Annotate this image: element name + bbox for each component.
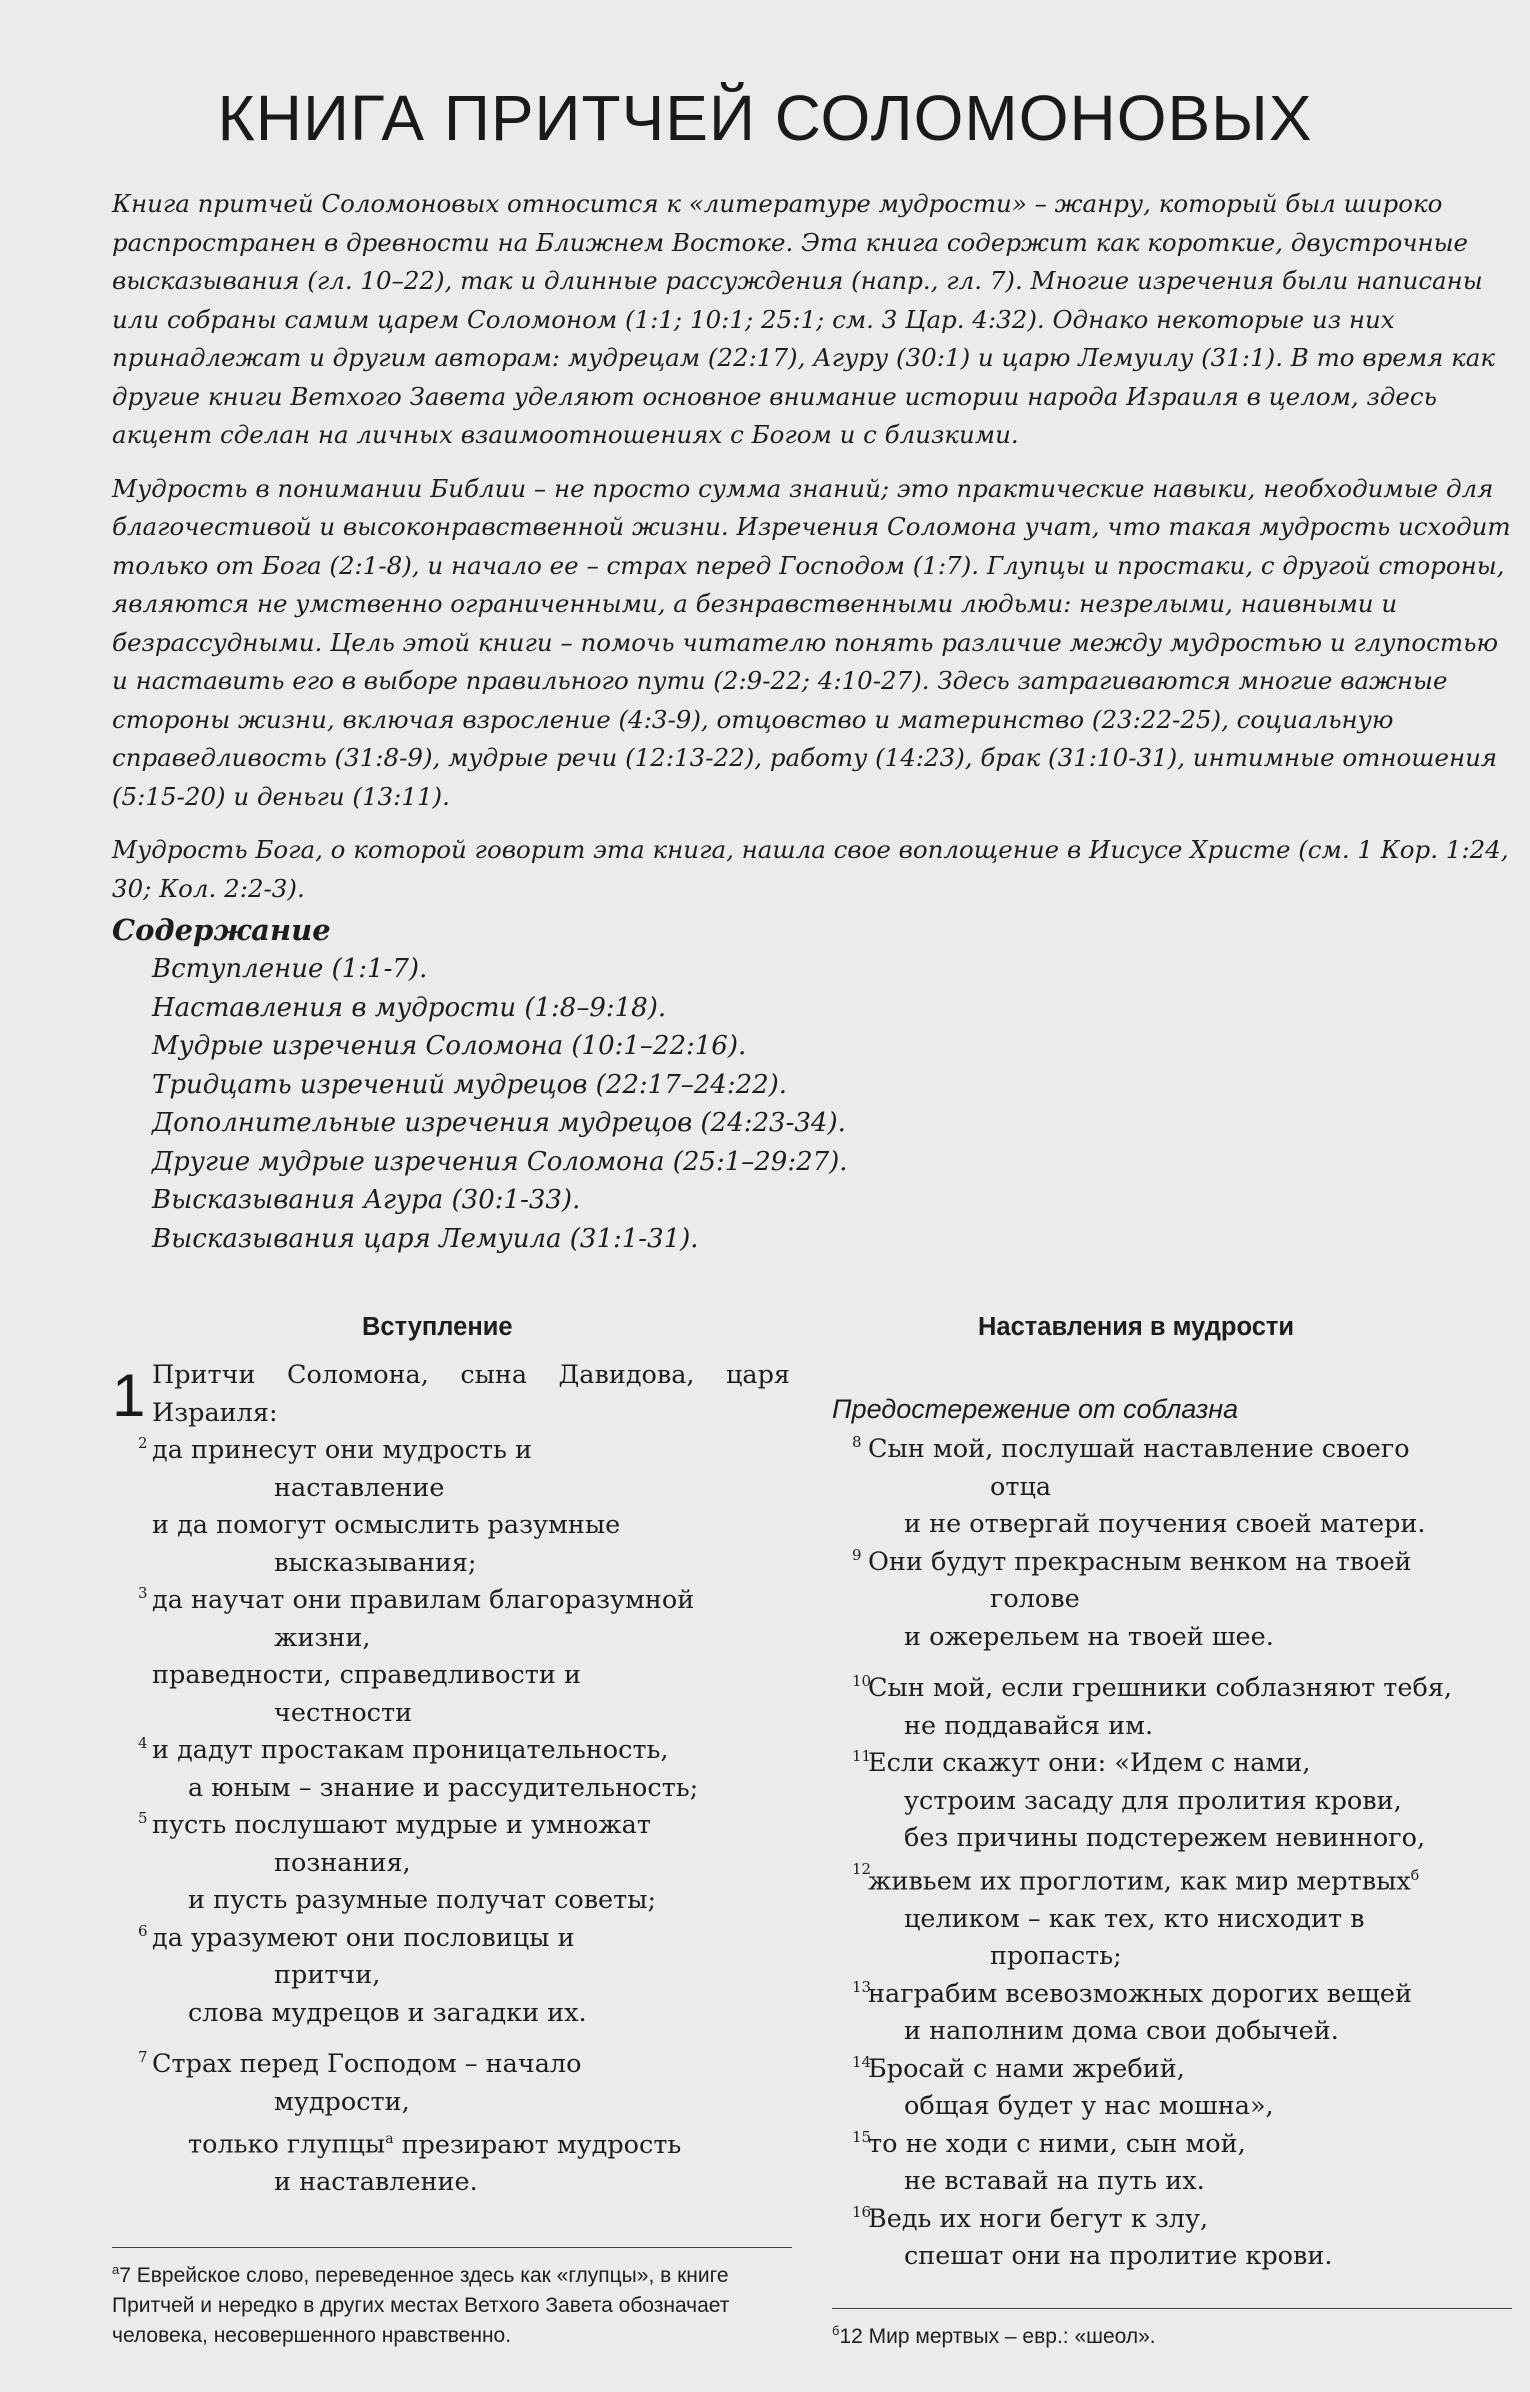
- verse-line: Они будут прекрасным венком на твоей: [868, 1546, 1412, 1577]
- verse-8: [852, 1431, 1468, 1544]
- verse-line: да принесут они мудрость и: [152, 1435, 532, 1465]
- verse-line: жизни,: [274, 1622, 371, 1653]
- book-introduction: [112, 185, 1512, 923]
- contents-item: Тридцать изречений мудрецов (22:17–24:22).: [152, 1069, 788, 1100]
- verse-text: презирают мудрость: [401, 2129, 682, 2160]
- verse-line: Бросай с нами жребий,: [868, 2053, 1185, 2084]
- section-heading-introduction: Вступление: [362, 1313, 513, 1341]
- verse-7: [138, 2046, 790, 2202]
- contents-item: Наставления в мудрости (1:8–9:18).: [152, 992, 667, 1023]
- verse-line: а юным – знание и рассудительность;: [188, 1772, 699, 1803]
- verse-number: 16: [852, 2202, 872, 2221]
- intro-paragraph: Мудрость Бога, о которой говорит эта книга, нашла свое воплощение в Иисусе Христе (см. 1 Кор. 1:24, 30; Кол. 2:2-3).: [112, 835, 1509, 903]
- verse-line: слова мудрецов и загадки их.: [188, 1997, 587, 2028]
- footnote-marker: а: [112, 2262, 120, 2277]
- intro-paragraph: Мудрость в понимании Библии – не просто сумма знаний; это практические навыки, необходимые для благочестивой и высоконравственной жизни. Изречения Соломона учат, что такая мудрость исходит только от Бога (2:1-8), и начало ее – страх перед Господом (1:7). Глупцы и простаки, с другой стороны, являются не умственно ограниченными, а безнравственными людьми: незрелыми, наивными и безрассудными. Цель этой книги – помочь читателю понять различие между мудростью и глупостью и наставить его в выборе правильного пути (2:9-22; 4:10-27). Здесь затрагиваются многие важные стороны жизни, включая взросление (4:3-9), отцовство и материнство (23:22-25), социальную справедливость (31:8-9), мудрые речи (12:13-22), работу (14:23), брак (31:10-31), интимные отношения (5:15-20) и деньги (13:11).: [112, 473, 1511, 811]
- verse-line: общая будет у нас мошна»,: [904, 2091, 1274, 2121]
- chapter-number: 1: [112, 1362, 146, 1429]
- verse-line: не вставай на путь их.: [904, 2166, 1205, 2196]
- verse-9: [852, 1544, 1468, 1657]
- verse-number: 10: [852, 1672, 872, 1690]
- verse-number: 15: [852, 2127, 872, 2146]
- verse-number: 9: [852, 1545, 862, 1564]
- contents-heading: Содержание: [112, 913, 331, 947]
- contents-item: Высказывания Агура (30:1-33).: [152, 1185, 581, 1215]
- verse-line: мудрости,: [274, 2086, 410, 2117]
- verse-11: [852, 1745, 1468, 1858]
- verse-line: Страх перед Господом – начало: [152, 2049, 582, 2079]
- verse-2: [138, 1432, 790, 1582]
- verse-6: [138, 1920, 790, 2033]
- verse-number: 8: [852, 1433, 862, 1451]
- footnote-text: 7 Еврейское слово, переведенное здесь как «глупцы», в книге Притчей и нередко в других местах Ветхого Завета обозначает человека, несовершенного нравственно.: [112, 2264, 730, 2347]
- verse-line: высказывания;: [274, 1547, 477, 1578]
- verse-line: притчи,: [274, 1960, 381, 1990]
- footnote-rule: [112, 2247, 792, 2248]
- left-verse-list: [138, 1432, 790, 2202]
- verse-text: живьем их проглотим, как мир мертвых: [868, 1866, 1411, 1896]
- footnote-marker: б: [832, 2323, 840, 2338]
- verse-line: Сын мой, если грешники соблазняют тебя,: [868, 1673, 1453, 1703]
- footnote-text: 12 Мир мертвых – евр.: «шеол».: [839, 2325, 1156, 2348]
- verse-line: и не отвергай поучения своей матери.: [904, 1509, 1426, 1539]
- verse-line: Притчи Соломона, сына Давидова, царя: [152, 1360, 790, 1390]
- verse-line: пропасть;: [990, 1941, 1122, 1971]
- verse-14: [852, 2051, 1468, 2126]
- intro-paragraph: Книга притчей Соломоновых относится к «литературе мудрости» – жанру, который был широко распространен в древности на Ближнем Востоке. Эта книга содержит как короткие, двустрочные высказывания (гл. 10–22), так и длинные рассуждения (напр., гл. 7). Многие изречения были написаны или собраны самим царем Соломоном (1:1; 10:1; 25:1; см. 3 Цар. 4:32). Однако некоторые из них принадлежат и другим авторам: мудрецам (22:17), Агуру (30:1) и царю Лемуилу (31:1). В то время как другие книги Ветхого Завета уделяют основное внимание истории народа Израиля в целом, здесь акцент сделан на личных взаимоотношениях с Богом и с близкими.: [112, 189, 1495, 449]
- footnote-reference: а: [385, 2131, 394, 2147]
- verse-line: Сын мой, послушай наставление своего: [868, 1434, 1410, 1464]
- verse-line: и ожерельем на твоей шее.: [904, 1621, 1274, 1652]
- contents-item: Высказывания царя Лемуила (31:1-31).: [152, 1223, 699, 1254]
- verse-3: [138, 1582, 790, 1732]
- contents-item: Мудрые изречения Соломона (10:1–22:16).: [152, 1031, 747, 1061]
- contents-list: [152, 950, 848, 1258]
- verse-number: 7: [138, 2048, 148, 2066]
- verse-line: Если скажут они: «Идем с нами,: [868, 1748, 1311, 1778]
- verse-line: не поддавайся им.: [904, 1710, 1154, 1741]
- verse-line: пусть послушают мудрые и умножат: [152, 1810, 651, 1840]
- verse-1: [152, 1357, 790, 1432]
- verse-line: Израиля:: [152, 1397, 278, 1428]
- verse-line: [868, 1858, 1468, 1901]
- verse-number: 14: [852, 2052, 872, 2071]
- footnote-b: [832, 2316, 1512, 2352]
- verse-line: и наполним дома свои добычей.: [904, 2016, 1339, 2046]
- verse-13: [852, 1976, 1468, 2051]
- footnote-rule: [832, 2308, 1512, 2309]
- section-heading-wisdom: Наставления в мудрости: [978, 1313, 1295, 1341]
- verse-line: познания,: [274, 1847, 411, 1878]
- footnote-a: [112, 2255, 792, 2351]
- verse-15: [852, 2126, 1468, 2201]
- verse-4: [138, 1732, 790, 1807]
- verse-line: голове: [990, 1584, 1080, 1614]
- verse-line: то не ходи с ними, сын мой,: [868, 2128, 1246, 2159]
- verse-line: [152, 2121, 790, 2164]
- verse-line: наставление: [274, 1472, 445, 1503]
- verse-line: и наставление.: [274, 2167, 478, 2197]
- verse-line: честности: [274, 1697, 413, 1728]
- verse-line: и да помогут осмыслить разумные: [152, 1510, 621, 1540]
- contents-item: Другие мудрые изречения Соломона (25:1–29:27).: [152, 1146, 848, 1177]
- verse-line: без причины подстережем невинного,: [904, 1823, 1426, 1853]
- verse-number: 6: [138, 1921, 148, 1940]
- verse-line: спешат они на пролитие крови.: [904, 2241, 1333, 2271]
- verse-line: да научат они правилам благоразумной: [152, 1585, 695, 1615]
- verse-line: и дадут простакам проницательность,: [152, 1735, 669, 1765]
- verse-line: награбим всевозможных дорогих вещей: [868, 1978, 1412, 2009]
- verse-5: [138, 1807, 790, 1920]
- footnote-reference: б: [1410, 1867, 1420, 1884]
- verse-number: 4: [138, 1734, 148, 1752]
- verse-line: Ведь их ноги бегут к злу,: [868, 2203, 1209, 2234]
- right-column-verses: [852, 1431, 1468, 2276]
- contents-item: Дополнительные изречения мудрецов (24:23-34).: [152, 1108, 846, 1138]
- verse-line: отца: [990, 1471, 1052, 1502]
- verse-number: 13: [852, 1977, 872, 1996]
- verse-line: целиком – как тех, кто нисходит в: [904, 1903, 1365, 1934]
- verse-number: 5: [138, 1809, 148, 1827]
- verse-text: только глупцы: [188, 2129, 386, 2160]
- verse-number: 2: [138, 1434, 148, 1452]
- verse-10: [852, 1670, 1468, 1745]
- verse-number: 3: [138, 1584, 148, 1602]
- verse-line: устроим засаду для пролития крови,: [904, 1785, 1402, 1816]
- verse-number: 11: [852, 1747, 872, 1765]
- contents-item: Вступление (1:1-7).: [152, 954, 428, 984]
- verse-16: [852, 2201, 1468, 2276]
- verse-number: 12: [852, 1859, 872, 1878]
- left-column-verses: [138, 1357, 790, 2202]
- book-title: КНИГА ПРИТЧЕЙ СОЛОМОНОВЫХ: [217, 82, 1313, 154]
- verse-line: и пусть разумные получат советы;: [188, 1885, 657, 1915]
- subheading-temptation: Предостережение от соблазна: [832, 1394, 1239, 1424]
- verse-12: [852, 1858, 1468, 1976]
- verse-line: да уразумеют они пословицы и: [152, 1922, 575, 1953]
- verse-line: праведности, справедливости и: [152, 1660, 581, 1690]
